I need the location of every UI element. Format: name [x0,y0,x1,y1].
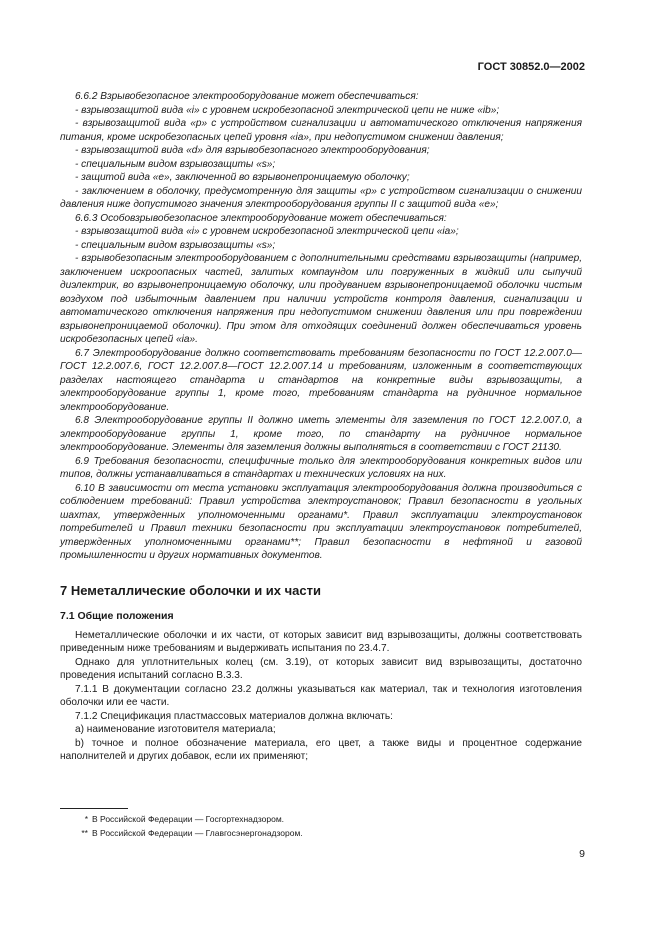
footnote-mark: * [84,814,88,824]
list-item: - заключением в оболочку, предусмотренную для защиты «р» с устройством сигнализации о снижении давления ниже допустимого значения электрооборудования группы II с защитой вида «е»; [60,185,582,210]
paragraph: 6.8 Электрооборудование группы II должно иметь элементы для заземления по ГОСТ 12.2.007.0, а электрооборудование группы 1, кроме того, по стандарту на рудничное нормальное электрооборудование. Элементы для заземления должны выполняться в соответствии с ГОСТ 21130. [60,415,582,453]
footnote [60,813,284,825]
footnote [60,827,303,839]
paragraph: 6.9 Требования безопасности, специфичные только для электрооборудования конкретных видов или типов, должны устанавливаться в стандартах и технических условиях на них. [60,455,582,480]
list-item: - взрывозащитой вида «i» с уровнем искробезопасной электрической цепи «ia»; [75,226,459,237]
list-item: - специальным видом взрывозащиты «s»; [75,158,276,170]
footnote-divider [60,808,128,809]
list-item: - взрывозащитой вида «i» с уровнем искробезопасной электрической цепи не ниже «ib»; [75,104,500,116]
document-code: ГОСТ 30852.0—2002 [477,61,585,73]
list-item: - специальным видом взрывозащиты «s»; [75,239,276,251]
list-item: - взрывобезопасным электрооборудованием с дополнительными средствами взрывозащиты (например, заключением искроопасных частей, залитых компаундом или погруженных в жидкий или сыпучий диэлектрик, во взрывонепроницаемую оболочку, или продуванием взрывонепроницаемой оболочки чистым воздухом под избыточным давлением при наличии устройств контроля давления, сигнализации и автоматического отключения напряжения при недопустимом снижении давления или при повреждении взрывонепроницаемой оболочки). При этом для отходящих соединений должен обеспечиваться уровень искробезопасных цепей «ia». [60,253,582,345]
list-item: b) точное и полное обозначение материала, его цвет, а также виды и процентное содержание наполнителей и других добавок, если их применяют; [60,737,582,762]
paragraph: Однако для уплотнительных колец (см. 3.19), от которых зависит вид взрывозащиты, достаточно проведения испытаний согласно В.3.3. [60,656,582,681]
list-item: - взрывозащитой вида «d» для взрывобезопасного электрооборудования; [75,145,430,156]
page-number: 9 [579,848,585,860]
paragraph: 6.6.2 Взрывобезопасное электрооборудование может обеспечиваться: [75,91,419,102]
page-body [60,90,582,764]
paragraph: 7.1.2 Спецификация пластмассовых материалов должна включать: [75,710,393,722]
subsection-heading: 7.1 Общие положения [60,609,174,622]
paragraph: 6.7 Электрооборудование должно соответствовать требованиям безопасности по ГОСТ 12.2.007.0—ГОСТ 12.2.007.6, ГОСТ 12.2.007.8—ГОСТ 12.2.007.14 и требованиям, изложенным в соответствующих разделах настоящего стандарта и стандартов на конкретные виды взрывозащиты, а электрооборудование группы 1, кроме того, требованиям стандарта на рудничное нормальное электрооборудование. [60,347,582,413]
section-heading: 7 Неметаллические оболочки и их части [60,582,321,598]
list-item: а) наименование изготовителя материала; [75,724,276,735]
footnote-text: В Российской Федерации — Главгосэнергонадзором. [92,828,303,838]
paragraph: 7.1.1 В документации согласно 23.2 должны указываться как материал, так и технология изготовления оболочки или ее части. [60,683,582,708]
footnote-mark: ** [81,828,88,838]
paragraph: 6.6.3 Особовзрывобезопасное электрооборудование может обеспечиваться: [75,212,447,224]
paragraph: Неметаллические оболочки и их части, от которых зависит вид взрывозащиты, должны соответствовать приведенным ниже требованиям и выдерживать испытания по 23.4.7. [60,629,582,654]
list-item: - взрывозащитой вида «р» с устройством сигнализации и автоматического отключения напряжения питания, кроме искробезопасных цепей уровня «ia», при недопустимом снижении давления; [60,118,582,143]
list-item: - защитой вида «е», заключенной во взрывонепроницаемую оболочку; [75,172,410,183]
footnote-text: В Российской Федерации — Госгортехнадзором. [92,814,285,824]
paragraph: 6.10 В зависимости от места установки эксплуатация электрооборудования должна производиться с соблюдением требований: Правил устройства электроустановок; Правил безопасности в угольных шахтах, утвержденных уполномоченными органами*. Правил эксплуатации электроустановок потребителей и Правил техники безопасности при эксплуатации электроустановок потребителей, утвержденных уполномоченными органами**; Правил безопасности в нефтяной и газовой промышленности и других нормативных документов. [60,482,582,561]
